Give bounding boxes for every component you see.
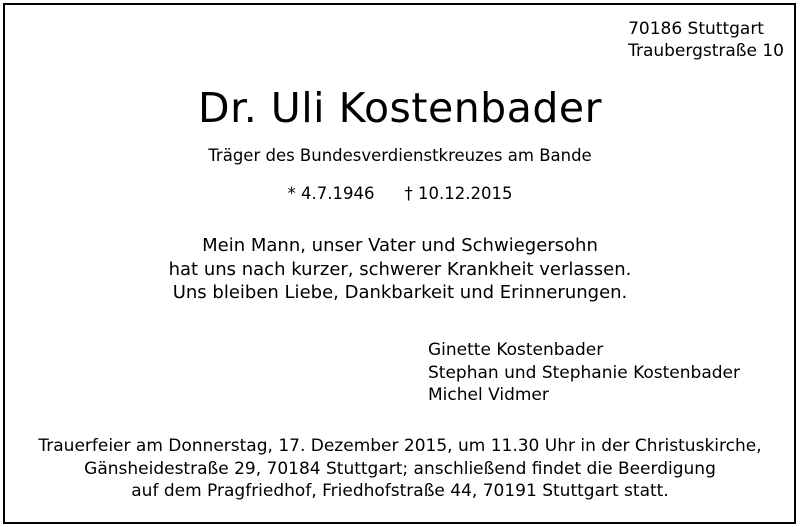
address-street: Traubergstraße 10 — [628, 41, 784, 61]
mourner-name: Michel Vidmer — [428, 385, 549, 405]
mourner-name: Ginette Kostenbader — [428, 340, 604, 360]
ceremony-line: Trauerfeier am Donnerstag, 17. Dezember 2015, um 11.30 Uhr in der Christuskirche, — [38, 436, 762, 456]
ceremony-line: auf dem Pragfriedhof, Friedhofstraße 44, 70191 Stuttgart statt. — [131, 481, 669, 501]
ceremony-line: Gänsheidestraße 29, 70184 Stuttgart; anschließend findet die Beerdigung — [84, 458, 716, 479]
birth-date: * 4.7.1946 — [287, 184, 375, 203]
address-block — [628, 18, 784, 62]
message-line: Uns bleiben Liebe, Dankbarkeit und Erinnerungen. — [172, 282, 628, 303]
mourners-list — [428, 339, 740, 407]
honor-line: Träger des Bundesverdienstkreuzes am Bande — [208, 146, 592, 165]
memorial-message — [0, 234, 800, 305]
message-line: hat uns nach kurzer, schwerer Krankheit verlassen. — [168, 258, 632, 280]
mourner-name: Stephan und Stephanie Kostenbader — [428, 362, 740, 383]
message-line: Mein Mann, unser Vater und Schwiegersohn — [202, 235, 598, 256]
deceased-name: Dr. Uli Kostenbader — [198, 84, 602, 132]
ceremony-details — [0, 435, 800, 503]
address-city: 70186 Stuttgart — [628, 19, 764, 39]
life-dates — [0, 183, 800, 205]
death-date: † 10.12.2015 — [404, 184, 513, 203]
